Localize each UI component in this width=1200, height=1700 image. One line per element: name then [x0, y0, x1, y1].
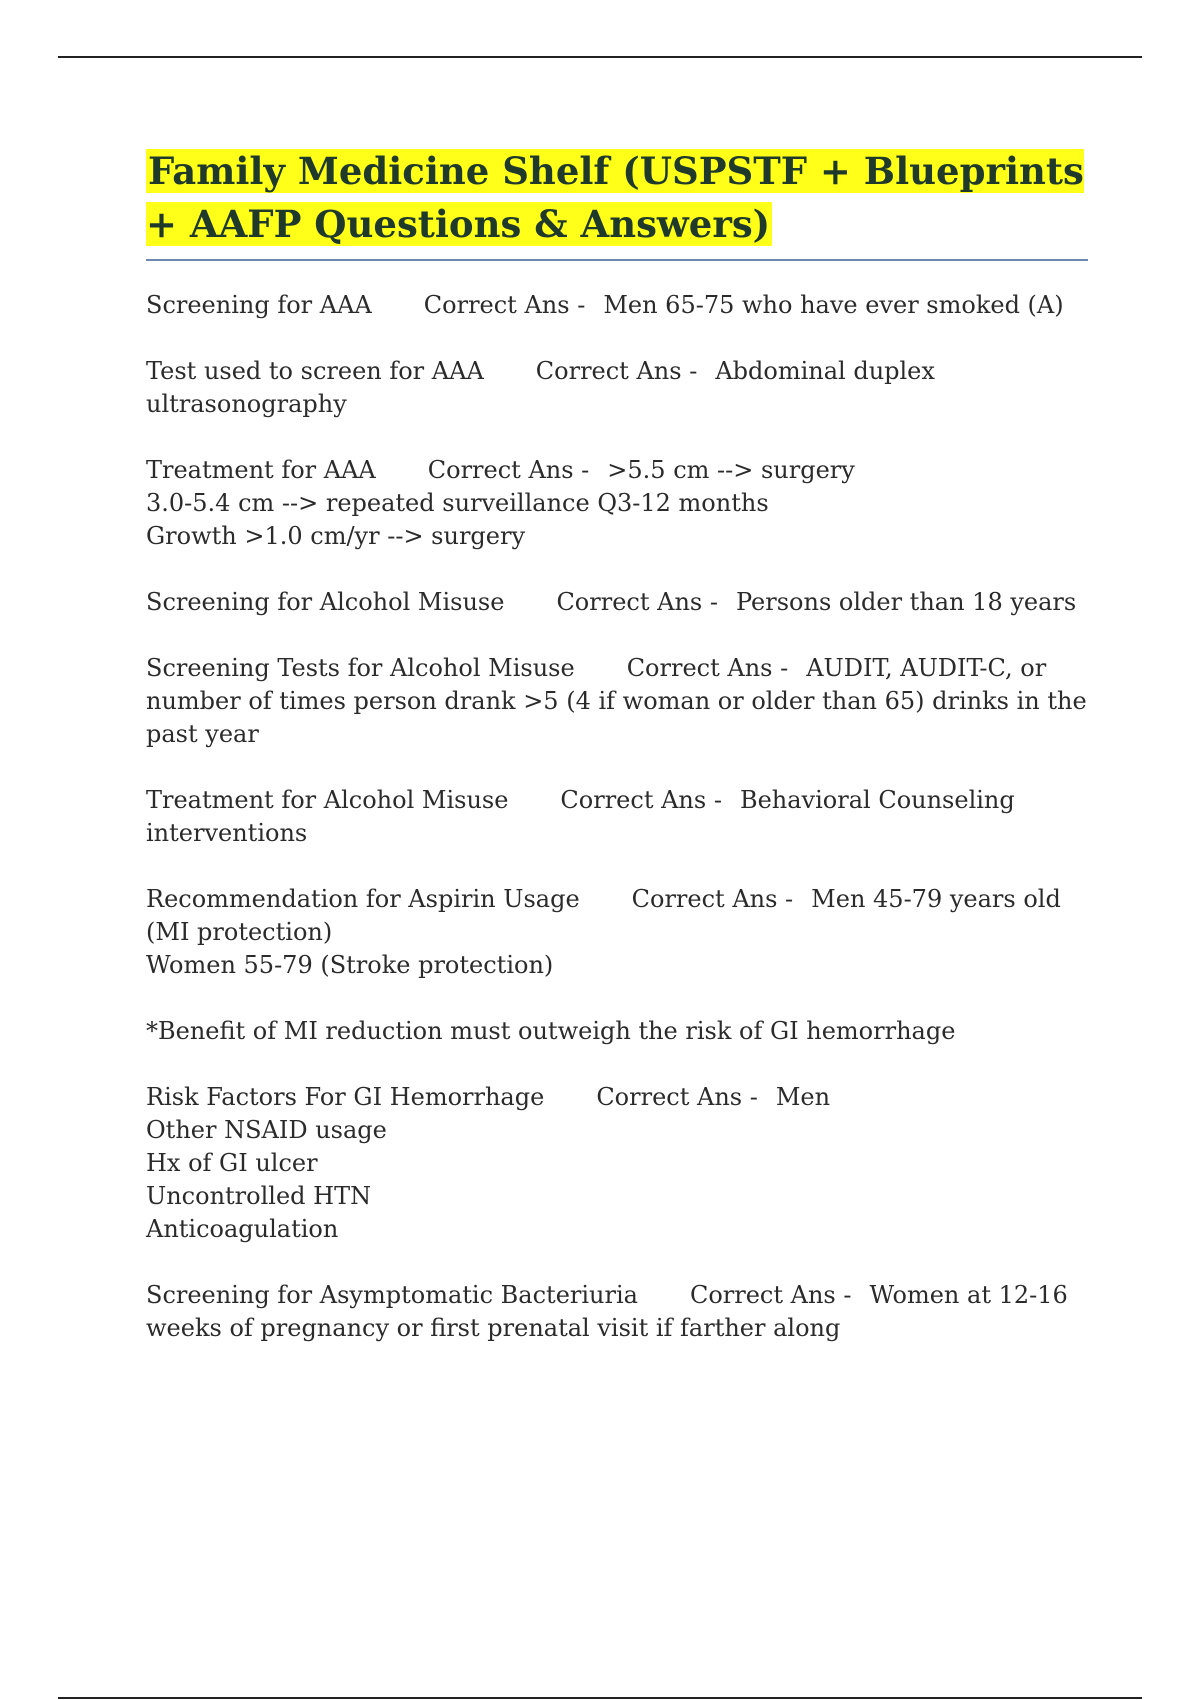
answer-text: Persons older than 18 years	[735, 588, 1077, 616]
title-underline	[146, 259, 1088, 261]
correct-ans-label: Correct Ans -	[626, 654, 789, 682]
answer-text: >5.5 cm --> surgery	[607, 456, 855, 484]
question-text: Treatment for AAA	[146, 456, 376, 484]
answer-text: Other NSAID usage	[146, 1116, 387, 1144]
answer-text: Men 65-75 who have ever smoked (A)	[603, 291, 1064, 319]
correct-ans-label: Correct Ans -	[560, 786, 722, 814]
bottom-rule	[58, 1697, 1142, 1699]
question-text: Screening for Asymptomatic Bacteriuria	[146, 1281, 638, 1309]
question-text: Test used to screen for AAA	[146, 357, 484, 385]
qa-item	[146, 586, 1090, 619]
title-highlight: Family Medicine Shelf (USPSTF + Blueprints + AAFP Questions & Answers)	[146, 149, 1084, 246]
answer-text: Uncontrolled HTN	[146, 1182, 372, 1210]
qa-item	[146, 454, 1090, 553]
correct-ans-label: Correct Ans -	[427, 456, 590, 484]
correct-ans-label: Correct Ans -	[689, 1281, 852, 1309]
qa-group-2	[146, 1081, 1090, 1345]
question-text: Recommendation for Aspirin Usage	[146, 885, 580, 913]
correct-ans-label: Correct Ans -	[631, 885, 794, 913]
document-body	[146, 145, 1090, 1378]
answer-text: Behavioral Counseling interventions	[146, 786, 1015, 847]
question-text: Screening for Alcohol Misuse	[146, 588, 505, 616]
answer-text: Hx of GI ulcer	[146, 1149, 318, 1177]
qa-item	[146, 355, 1090, 421]
answer-text: 3.0-5.4 cm --> repeated surveillance Q3-12 months	[146, 489, 769, 517]
answer-text: Men 45-79 years old (MI protection)	[146, 885, 1061, 946]
correct-ans-label: Correct Ans -	[556, 588, 718, 616]
question-text: Screening for AAA	[146, 291, 372, 319]
qa-list	[146, 289, 1090, 1345]
answer-text: Abdominal duplex ultrasonography	[146, 357, 935, 418]
answer-text: Growth >1.0 cm/yr --> surgery	[146, 522, 526, 550]
qa-item	[146, 652, 1090, 751]
answer-text: Women at 12-16 weeks of pregnancy or first prenatal visit if farther along	[146, 1281, 1068, 1342]
qa-item	[146, 784, 1090, 850]
qa-item	[146, 883, 1090, 982]
answer-text: Anticoagulation	[146, 1215, 339, 1243]
correct-ans-label: Correct Ans -	[423, 291, 586, 319]
answer-text: Men	[775, 1083, 831, 1111]
top-rule	[58, 56, 1142, 58]
qa-item	[146, 1279, 1090, 1345]
answer-text: AUDIT, AUDIT-C, or number of times person drank >5 (4 if woman or older than 65) drinks in the past year	[146, 654, 1087, 748]
qa-item	[146, 289, 1090, 322]
question-text: Risk Factors For GI Hemorrhage	[146, 1083, 545, 1111]
answer-text: Women 55-79 (Stroke protection)	[146, 951, 554, 979]
note-text: *Benefit of MI reduction must outweigh the risk of GI hemorrhage	[146, 1017, 956, 1045]
qa-item	[146, 1081, 1090, 1246]
question-text: Screening Tests for Alcohol Misuse	[146, 654, 575, 682]
qa-group-1	[146, 289, 1090, 982]
correct-ans-label: Correct Ans -	[596, 1083, 758, 1111]
correct-ans-label: Correct Ans -	[535, 357, 698, 385]
question-text: Treatment for Alcohol Misuse	[146, 786, 509, 814]
document-title	[146, 145, 1090, 251]
